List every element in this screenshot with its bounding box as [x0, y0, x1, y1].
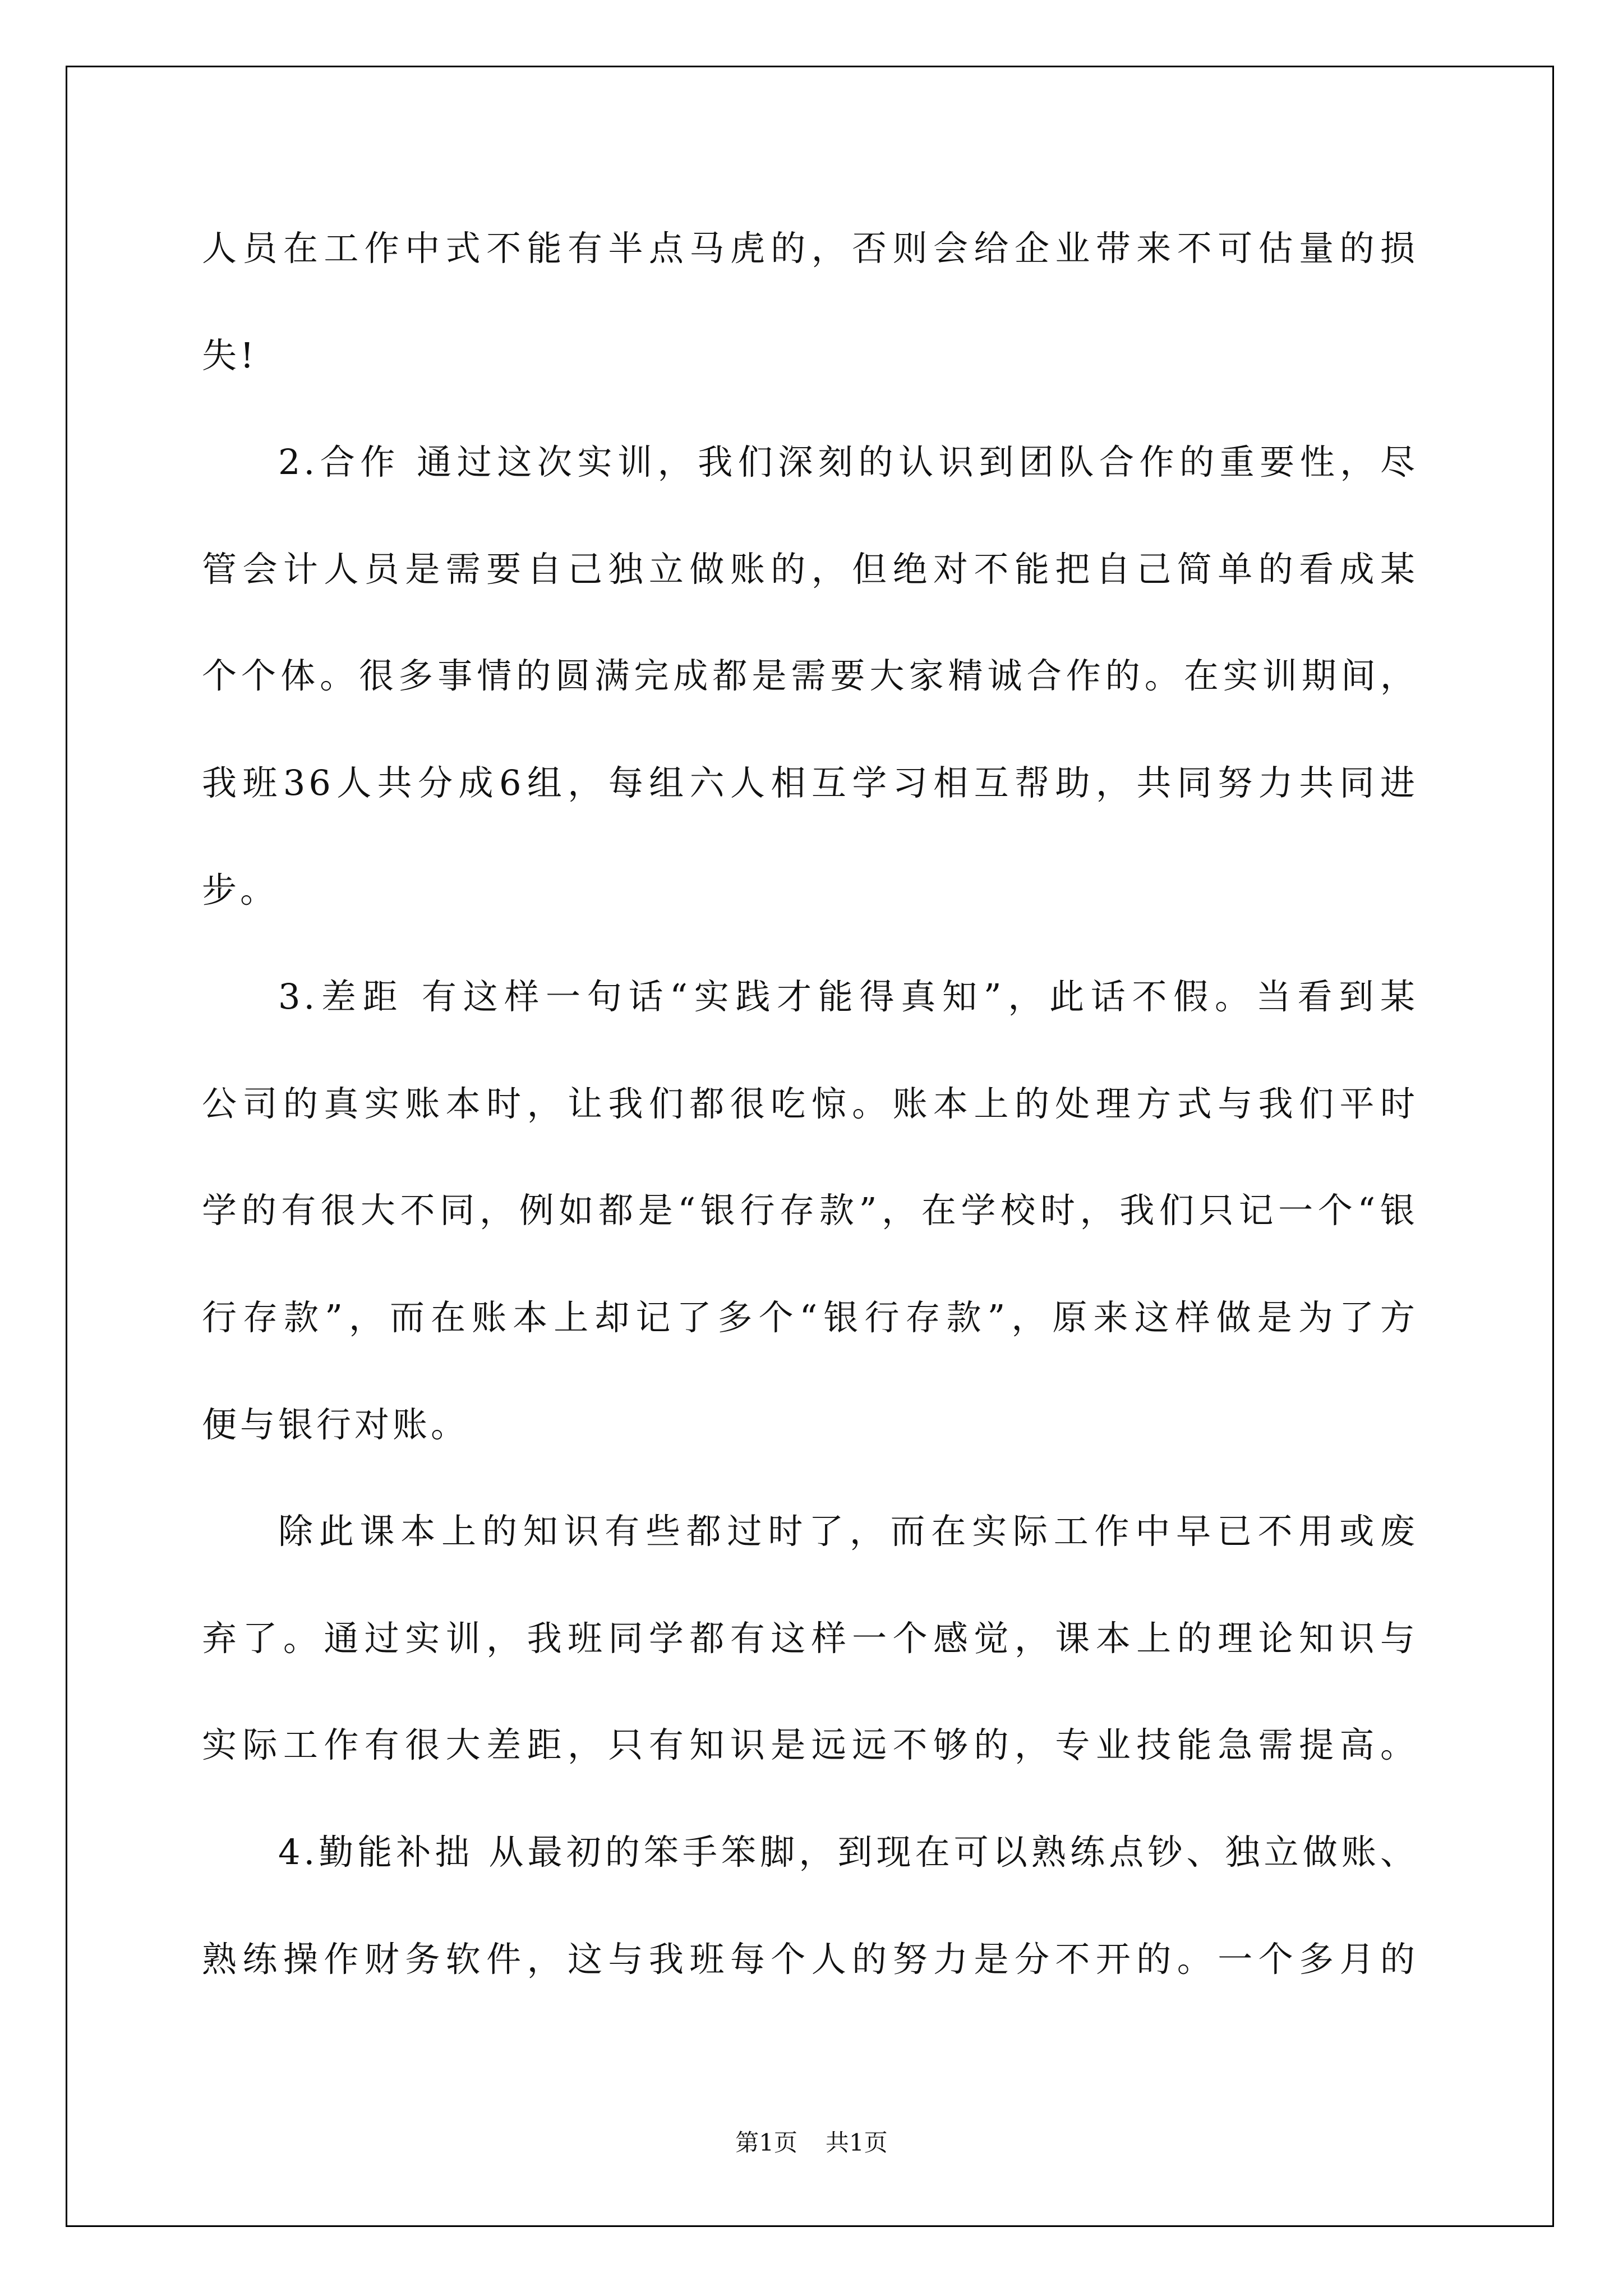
text-line: 实际工作有很大差距，只有知识是远远不够的，专业技能急需提高。	[202, 1724, 1418, 1766]
page-footer	[0, 2126, 1623, 2160]
text-line: 3.差距 有这样一句话“实践才能得真知”，此话不假。当看到某	[278, 976, 1418, 1018]
text-line: 步。	[202, 869, 279, 910]
text-line: 熟练操作财务软件，这与我班每个人的努力是分不开的。一个多月的	[202, 1938, 1418, 1980]
text-line: 2.合作 通过这次实训，我们深刻的认识到团队合作的重要性，尽	[278, 441, 1418, 483]
text-line: 行存款”，而在账本上却记了多个“银行存款”，原来这样做是为了方	[202, 1296, 1418, 1338]
text-line: 便与银行对账。	[202, 1404, 469, 1445]
text-line: 人员在工作中式不能有半点马虎的，否则会给企业带来不可估量的损	[202, 228, 1418, 269]
text-line: 我班36人共分成6组，每组六人相互学习相互帮助，共同努力共同进	[202, 762, 1418, 803]
text-line: 4.勤能补拙 从最初的笨手笨脚，到现在可以熟练点钞、独立做账、	[278, 1831, 1418, 1872]
text-line: 学的有很大不同，例如都是“银行存款”，在学校时，我们只记一个“银	[202, 1190, 1418, 1231]
text-line: 失!	[202, 334, 257, 376]
body-text	[202, 195, 1418, 2013]
text-line: 公司的真实账本时，让我们都很吃惊。账本上的处理方式与我们平时	[202, 1083, 1418, 1124]
page-total: 共1页	[826, 2129, 888, 2156]
page-number: 第1页	[735, 2129, 797, 2156]
text-line: 除此课本上的知识有些都过时了，而在实际工作中早已不用或废	[278, 1511, 1418, 1552]
text-line: 管会计人员是需要自己独立做账的，但绝对不能把自己简单的看成某	[202, 548, 1418, 590]
text-line: 个个体。很多事情的圆满完成都是需要大家精诚合作的。在实训期间，	[202, 655, 1418, 697]
text-line: 弃了。通过实训，我班同学都有这样一个感觉，课本上的理论知识与	[202, 1617, 1418, 1659]
